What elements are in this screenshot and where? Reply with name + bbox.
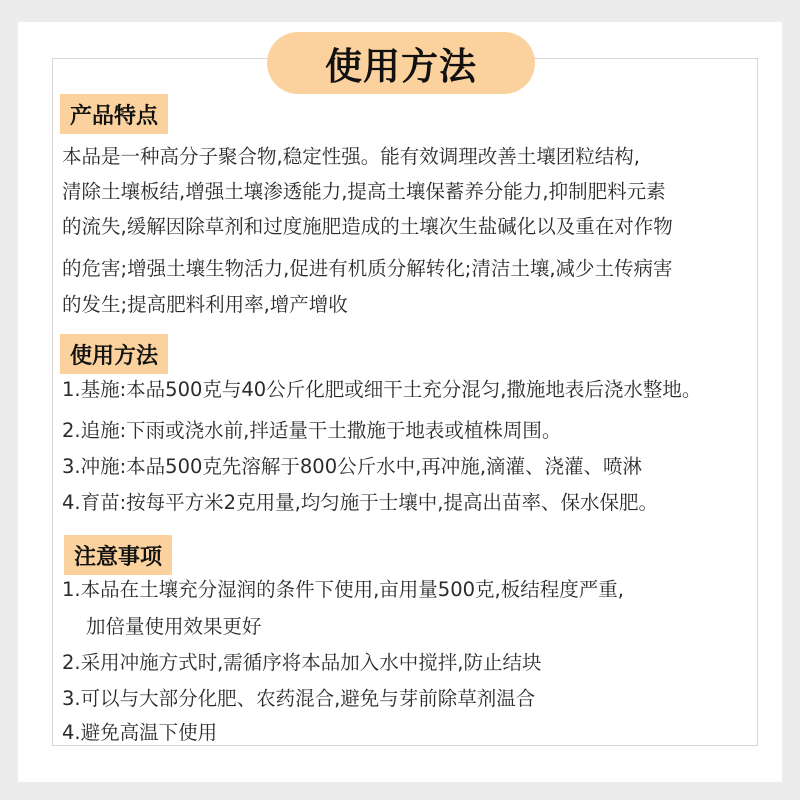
notes-line: 1.本品在土壤充分湿润的条件下使用,亩用量500克,板结程度严重, [62, 578, 624, 601]
notes-line: 4.避免高温下使用 [62, 721, 218, 744]
features-line: 的流失,缓解因除草剂和过度施肥造成的土壤次生盐碱化以及重在对作物 [62, 215, 673, 238]
usage-line: 4.育苗:按每平方米2克用量,均匀施于士壤中,提高出苗率、保水保肥。 [62, 491, 658, 514]
features-line: 清除土壤板结,增强土壤渗透能力,提高土壤保蓄养分能力,抑制肥料元素 [62, 180, 666, 203]
section-heading-usage: 使用方法 [60, 334, 168, 374]
notes-line: 3.可以与大部分化肥、农药混合,避免与芽前除草剂温合 [62, 687, 536, 710]
section-heading-notes: 注意事项 [64, 535, 172, 575]
notes-line: 2.采用冲施方式时,需循序将本品加入水中搅拌,防止结块 [62, 651, 542, 674]
features-line: 的发生;提高肥料利用率,增产增收 [62, 293, 348, 316]
section-heading-features: 产品特点 [60, 94, 168, 134]
usage-line: 2.追施:下雨或浇水前,拌适量干土撒施于地表或植株周围。 [62, 419, 562, 442]
features-line: 的危害;增强土壤生物活力,促进有机质分解转化;清洁土壤,减少土传病害 [62, 257, 673, 280]
page-title: 使用方法 [267, 32, 535, 94]
usage-line: 3.冲施:本品500克先溶解于800公斤水中,再冲施,滴灌、浇灌、喷淋 [62, 455, 643, 478]
features-line: 本品是一种高分子聚合物,稳定性强。能有效调理改善土壤团粒结构, [62, 145, 640, 168]
usage-line: 1.基施:本品500克与40公斤化肥或细干土充分混匀,撒施地表后浇水整地。 [62, 378, 702, 401]
notes-line: 加倍量使用效果更好 [86, 615, 262, 638]
